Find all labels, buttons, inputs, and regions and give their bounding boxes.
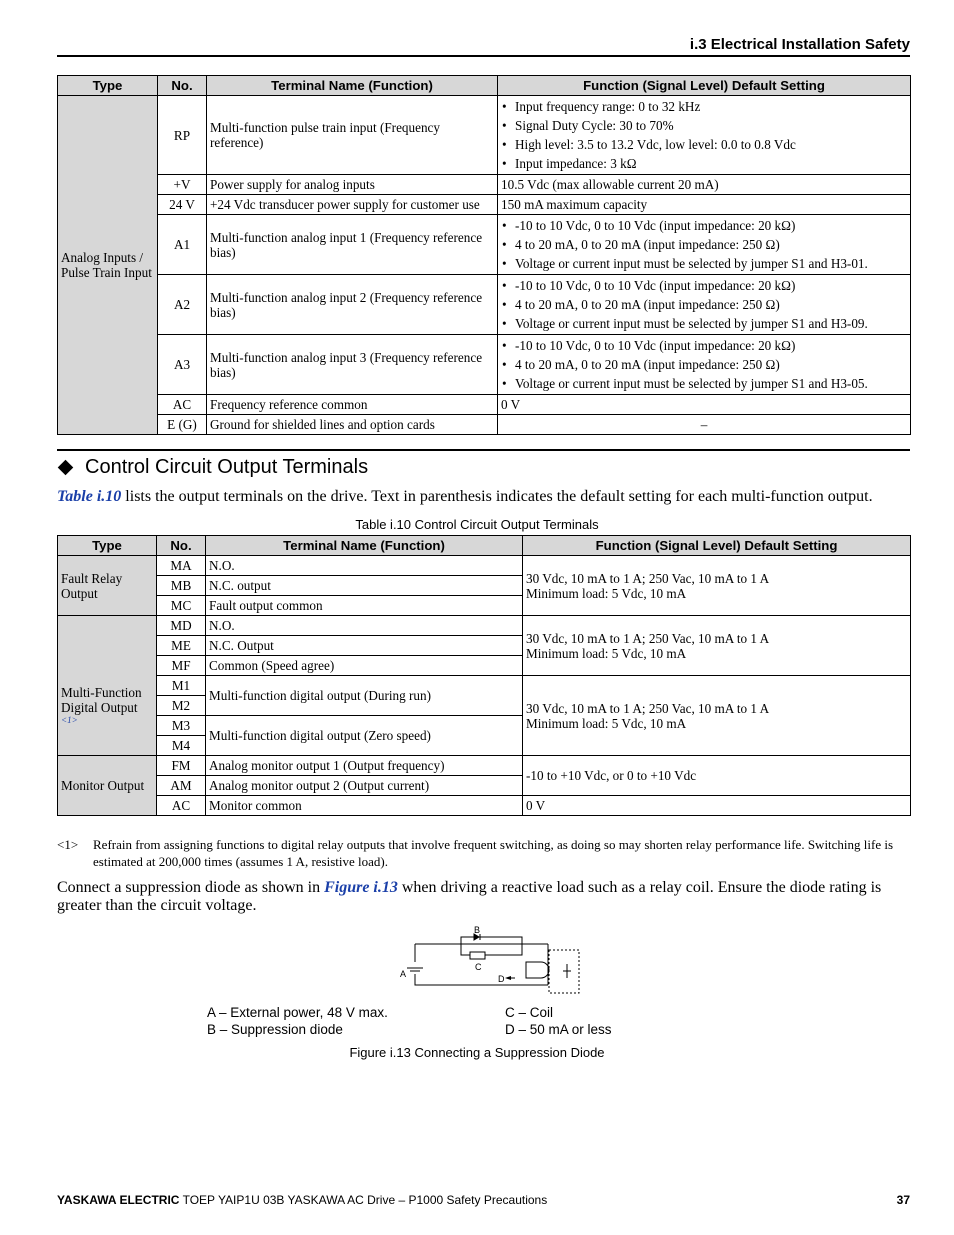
function-cell bbox=[498, 335, 911, 395]
label-c: C bbox=[475, 962, 482, 972]
type-cell bbox=[58, 616, 157, 756]
table-row bbox=[58, 415, 911, 435]
terminal-name: Common (Speed agree) bbox=[206, 656, 523, 676]
terminal-name: Analog monitor output 2 (Output current) bbox=[206, 776, 523, 796]
function-cell: 30 Vdc, 10 mA to 1 A; 250 Vac, 10 mA to 1 A Minimum load: 5 Vdc, 10 mA bbox=[523, 616, 911, 676]
terminal-name: Analog monitor output 1 (Output frequency) bbox=[206, 756, 523, 776]
terminal-no: A1 bbox=[158, 215, 207, 275]
coil-icon bbox=[470, 952, 485, 959]
para-text-before: Connect a suppression diode as shown in bbox=[57, 879, 325, 896]
terminal-name: Power supply for analog inputs bbox=[207, 175, 498, 195]
function-bullet: • Input impedance: 3 kΩ bbox=[501, 154, 907, 173]
intro-text: lists the output terminals on the drive. Text in parenthesis indicates the default setting for each multi-function output. bbox=[121, 488, 873, 505]
table-row bbox=[58, 756, 911, 776]
function-cell: 0 V bbox=[498, 395, 911, 415]
function-cell: 30 Vdc, 10 mA to 1 A; 250 Vac, 10 mA to 1 A Minimum load: 5 Vdc, 10 mA bbox=[523, 556, 911, 616]
terminal-name: Multi-function analog input 3 (Frequency reference bias) bbox=[207, 335, 498, 395]
table-link[interactable]: Table i.10 bbox=[57, 488, 122, 505]
terminal-no: M2 bbox=[157, 696, 206, 716]
footnote-ref[interactable]: <1> bbox=[61, 714, 78, 725]
terminal-no: MC bbox=[157, 596, 206, 616]
function-cell: 0 V bbox=[523, 796, 911, 816]
terminal-name: N.C. output bbox=[206, 576, 523, 596]
function-bullet: • 4 to 20 mA, 0 to 20 mA (input impedance: 250 Ω) bbox=[501, 235, 907, 254]
table-row bbox=[58, 195, 911, 215]
function-bullet: • 4 to 20 mA, 0 to 20 mA (input impedance: 250 Ω) bbox=[501, 355, 907, 374]
table-row bbox=[58, 676, 911, 696]
intro-paragraph bbox=[57, 488, 917, 506]
function-cell: -10 to +10 Vdc, or 0 to +10 Vdc bbox=[523, 756, 911, 796]
col-header-no: No. bbox=[157, 536, 206, 556]
function-cell bbox=[498, 96, 911, 175]
function-bullet: • Voltage or current input must be selected by jumper S1 and H3-05. bbox=[501, 374, 907, 393]
terminal-name: N.O. bbox=[206, 616, 523, 636]
table-row bbox=[58, 175, 911, 195]
col-header-function: Function (Signal Level) Default Setting bbox=[498, 76, 911, 96]
terminal-no: M3 bbox=[157, 716, 206, 736]
function-cell: 150 mA maximum capacity bbox=[498, 195, 911, 215]
footer-brand: YASKAWA ELECTRIC bbox=[57, 1193, 180, 1207]
type-cell: Fault Relay Output bbox=[58, 556, 157, 616]
label-a: A bbox=[400, 969, 407, 979]
function-bullet: • High level: 3.5 to 13.2 Vdc, low level: 0.0 to 0.8 Vdc bbox=[501, 135, 907, 154]
function-cell bbox=[498, 275, 911, 335]
table-row bbox=[58, 96, 911, 175]
function-bullet: • Signal Duty Cycle: 30 to 70% bbox=[501, 116, 907, 135]
terminal-no: A2 bbox=[158, 275, 207, 335]
table-row bbox=[58, 796, 911, 816]
function-cell: – bbox=[498, 415, 911, 435]
terminal-no: MA bbox=[157, 556, 206, 576]
diamond-bullet-icon bbox=[58, 460, 74, 476]
function-bullet: • -10 to 10 Vdc, 0 to 10 Vdc (input impedance: 20 kΩ) bbox=[501, 216, 907, 235]
terminal-no: AC bbox=[157, 796, 206, 816]
diode-branch bbox=[461, 937, 522, 944]
diode-paragraph bbox=[57, 879, 917, 915]
legend-b: B – Suppression diode bbox=[207, 1022, 343, 1037]
terminal-no: AC bbox=[158, 395, 207, 415]
analog-input-table bbox=[57, 75, 911, 435]
label-d: D bbox=[498, 974, 505, 984]
table-header-row bbox=[58, 536, 911, 556]
terminal-no: AM bbox=[157, 776, 206, 796]
figure-caption: Figure i.13 Connecting a Suppression Diode bbox=[349, 1045, 605, 1060]
terminal-name: Monitor common bbox=[206, 796, 523, 816]
terminal-name: Multi-function analog input 2 (Frequency reference bias) bbox=[207, 275, 498, 335]
legend-a: A – External power, 48 V max. bbox=[207, 1005, 388, 1020]
function-bullet: • 4 to 20 mA, 0 to 20 mA (input impedance: 250 Ω) bbox=[501, 295, 907, 314]
terminal-name: Ground for shielded lines and option cards bbox=[207, 415, 498, 435]
footnote-mark: <1> bbox=[57, 837, 79, 852]
suppression-diode-diagram bbox=[395, 922, 585, 998]
terminal-no: FM bbox=[157, 756, 206, 776]
terminal-name: Frequency reference common bbox=[207, 395, 498, 415]
function-bullet: • Voltage or current input must be selected by jumper S1 and H3-09. bbox=[501, 314, 907, 333]
table-row bbox=[58, 616, 911, 636]
terminal-name: Multi-function digital output (Zero speed) bbox=[206, 716, 523, 756]
function-bullet: • Voltage or current input must be selected by jumper S1 and H3-01. bbox=[501, 254, 907, 273]
function-bullet: • -10 to 10 Vdc, 0 to 10 Vdc (input impedance: 20 kΩ) bbox=[501, 276, 907, 295]
terminal-name: Multi-function analog input 1 (Frequency reference bias) bbox=[207, 215, 498, 275]
figure-link[interactable]: Figure i.13 bbox=[324, 879, 398, 896]
type-cell: Analog Inputs / Pulse Train Input bbox=[58, 96, 158, 435]
table-row bbox=[58, 275, 911, 335]
col-header-function: Function (Signal Level) Default Setting bbox=[523, 536, 911, 556]
circuit-wire bbox=[415, 944, 548, 985]
legend-c: C – Coil bbox=[505, 1005, 554, 1020]
output-terminals-table bbox=[57, 535, 911, 816]
col-header-terminal-name: Terminal Name (Function) bbox=[207, 76, 498, 96]
terminal-no: 24 V bbox=[158, 195, 207, 215]
type-label: Multi-Function Digital Output bbox=[61, 684, 142, 715]
section-heading-text: Control Circuit Output Terminals bbox=[85, 456, 369, 478]
table-caption: Table i.10 Control Circuit Output Terminals bbox=[355, 517, 599, 532]
terminal-no: E (G) bbox=[158, 415, 207, 435]
terminal-no: M1 bbox=[157, 676, 206, 696]
function-cell: 10.5 Vdc (max allowable current 20 mA) bbox=[498, 175, 911, 195]
terminal-no: MD bbox=[157, 616, 206, 636]
function-bullet: • Input frequency range: 0 to 32 kHz bbox=[501, 97, 907, 116]
page-footer bbox=[57, 1193, 910, 1207]
function-cell bbox=[498, 215, 911, 275]
footnote bbox=[57, 836, 912, 870]
table-row bbox=[58, 215, 911, 275]
page-number: 37 bbox=[896, 1193, 910, 1207]
terminal-name: N.C. Output bbox=[206, 636, 523, 656]
footer-doc-title: TOEP YAIP1U 03B YASKAWA AC Drive – P1000 Safety Precautions bbox=[179, 1193, 548, 1207]
para-text-after: when driving a reactive load such as a relay coil. Ensure the diode rating is greater than the circuit voltage. bbox=[57, 879, 882, 914]
function-cell: 30 Vdc, 10 mA to 1 A; 250 Vac, 10 mA to 1 A Minimum load: 5 Vdc, 10 mA bbox=[523, 676, 911, 756]
section-heading bbox=[57, 456, 368, 479]
terminal-name: Multi-function pulse train input (Frequency reference) bbox=[207, 96, 498, 175]
table-row bbox=[58, 556, 911, 576]
footnote-text: Refrain from assigning functions to digital relay outputs that involve frequent switching, as doing so may shorten relay performance life. Switching life is estimated at 200,000 times (assumes 1 A, resistive load). bbox=[93, 837, 894, 869]
terminal-name: Multi-function digital output (During run) bbox=[206, 676, 523, 716]
col-header-type: Type bbox=[58, 76, 158, 96]
terminal-no: MF bbox=[157, 656, 206, 676]
relay-contact-icon bbox=[526, 962, 549, 978]
terminal-no: M4 bbox=[157, 736, 206, 756]
running-header: i.3 Electrical Installation Safety bbox=[689, 36, 910, 53]
terminal-name: N.O. bbox=[206, 556, 523, 576]
header-rule bbox=[57, 55, 910, 57]
terminal-name: Fault output common bbox=[206, 596, 523, 616]
terminal-no: ME bbox=[157, 636, 206, 656]
col-header-terminal-name: Terminal Name (Function) bbox=[206, 536, 523, 556]
table-row bbox=[58, 335, 911, 395]
section-rule bbox=[57, 449, 910, 451]
col-header-type: Type bbox=[58, 536, 157, 556]
table-header-row bbox=[58, 76, 911, 96]
label-b: B bbox=[474, 925, 481, 935]
terminal-no: +V bbox=[158, 175, 207, 195]
terminal-name: +24 Vdc transducer power supply for customer use bbox=[207, 195, 498, 215]
function-bullet: • -10 to 10 Vdc, 0 to 10 Vdc (input impedance: 20 kΩ) bbox=[501, 336, 907, 355]
terminal-no: A3 bbox=[158, 335, 207, 395]
type-cell: Monitor Output bbox=[58, 756, 157, 816]
legend-d: D – 50 mA or less bbox=[505, 1022, 612, 1037]
col-header-no: No. bbox=[158, 76, 207, 96]
footer-doc bbox=[57, 1193, 547, 1207]
terminal-no: RP bbox=[158, 96, 207, 175]
terminal-no: MB bbox=[157, 576, 206, 596]
table-row bbox=[58, 395, 911, 415]
